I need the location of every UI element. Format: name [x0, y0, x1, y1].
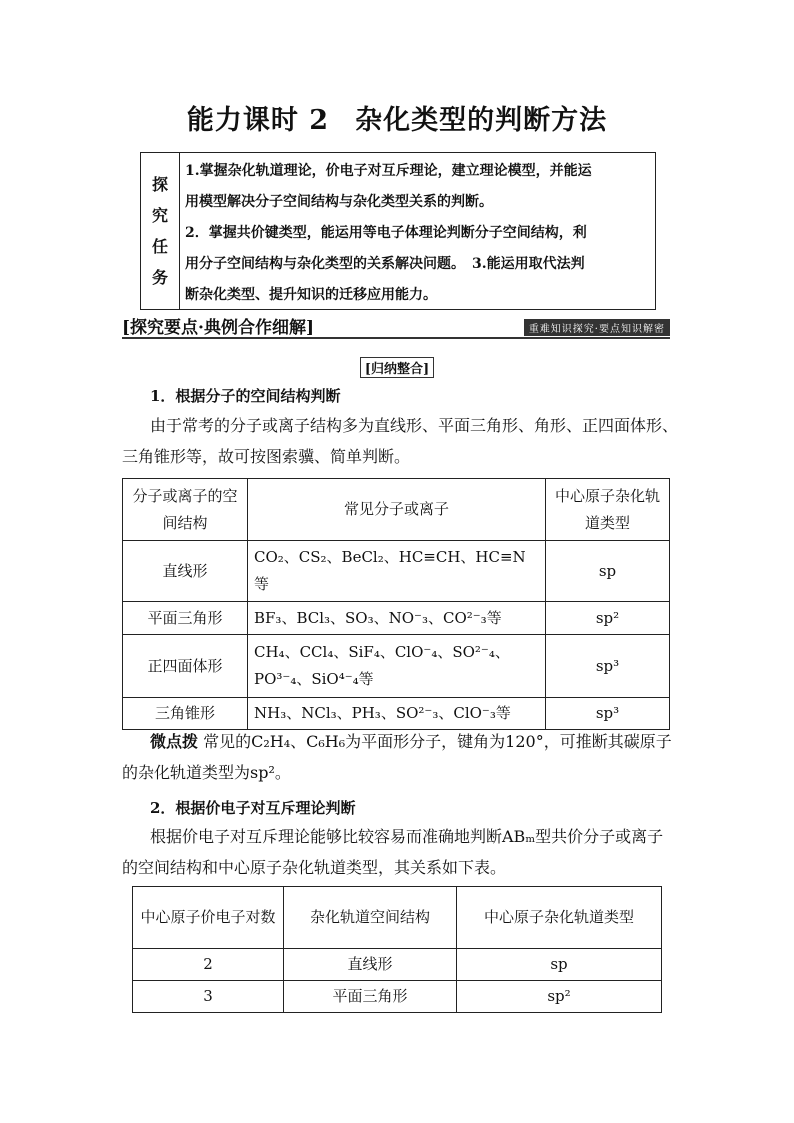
- summary-tag-label: [归纳整合]: [360, 357, 434, 378]
- task-line: 1.掌握杂化轨道理论，价电子对互斥理论，建立理论模型，并能运: [185, 163, 592, 179]
- table-row: [123, 635, 670, 698]
- task-line: 用分子空间结构与杂化类型的关系解决问题。 3.能运用取代法判: [185, 256, 585, 272]
- tip-note: [150, 727, 672, 757]
- task-box-text: [185, 156, 651, 311]
- cell-shape: 三角锥形: [123, 698, 248, 730]
- cell-hybrid: sp³: [546, 698, 670, 730]
- table-header: 分子或离子的空间结构: [123, 479, 248, 541]
- page-title: [0, 98, 794, 137]
- cell-hybrid: sp: [546, 541, 670, 602]
- cell-hybrid: sp³: [546, 635, 670, 698]
- part2-heading: 2．根据价电子对互斥理论判断: [150, 799, 356, 817]
- task-label-char: 究: [151, 206, 168, 225]
- cell-shape: 平面三角形: [284, 981, 457, 1013]
- task-label-char: 务: [151, 268, 168, 287]
- section-title: [探究要点·典例合作细解]: [122, 318, 315, 338]
- part1-para-line: 三角锥形等，故可按图索骥、简单判断。: [122, 447, 411, 466]
- table-row: [123, 602, 670, 635]
- cell-examples: CO₂、CS₂、BeCl₂、HC≡CH、HC≡N等: [248, 541, 546, 602]
- summary-tag: [0, 357, 794, 378]
- task-box-label: [141, 153, 180, 309]
- tip-text-line2: 的杂化轨道类型为sp²。: [122, 763, 291, 782]
- table-row: [133, 949, 662, 981]
- table-header: 常见分子或离子: [248, 479, 546, 541]
- table-header: 中心原子价电子对数: [133, 887, 284, 949]
- cell-shape: 正四面体形: [123, 635, 248, 698]
- cell-hybrid: sp²: [546, 602, 670, 635]
- cell-examples: BF₃、BCl₃、SO₃、NO⁻₃、CO²⁻₃等: [248, 602, 546, 635]
- cell-shape: 直线形: [123, 541, 248, 602]
- cell-examples: NH₃、NCl₃、PH₃、SO²⁻₃、ClO⁻₃等: [248, 698, 546, 730]
- table-shape-hybrid: [122, 478, 670, 730]
- cell-hybrid: sp²: [457, 981, 662, 1013]
- section-subtitle-badge: 重难知识探究·要点知识解密: [524, 319, 670, 336]
- part2-para-line: 根据价电子对互斥理论能够比较容易而准确地判断ABₘ型共价分子或离子: [150, 827, 664, 846]
- task-line: 用模型解决分子空间结构与杂化类型关系的判断。: [185, 194, 493, 210]
- cell-examples: CH₄、CCl₄、SiF₄、ClO⁻₄、SO²⁻₄、PO³⁻₄、SiO⁴⁻₄等: [248, 635, 546, 698]
- task-line: 断杂化类型、提升知识的迁移应用能力。: [185, 287, 437, 303]
- title-main: 杂化类型的判断方法: [355, 105, 608, 136]
- table-header: 中心原子杂化轨道类型: [546, 479, 670, 541]
- title-prefix: 能力课时 2: [186, 105, 330, 136]
- task-label-char: 探: [151, 175, 168, 194]
- table-row: [133, 981, 662, 1013]
- tip-text: 常见的C₂H₄、C₆H₆为平面形分子，键角为120°，可推断其碳原子: [203, 732, 672, 751]
- task-box: [140, 152, 656, 310]
- cell-count: 2: [133, 949, 284, 981]
- task-label-char: 任: [151, 237, 168, 256]
- tip-label: 微点拨: [150, 732, 199, 751]
- table-header: 杂化轨道空间结构: [284, 887, 457, 949]
- part1-para-line: 由于常考的分子或离子结构多为直线形、平面三角形、角形、正四面体形、: [150, 416, 679, 435]
- part1-heading: 1．根据分子的空间结构判断: [150, 387, 341, 405]
- table-pair-count-hybrid: [132, 886, 662, 1013]
- part2-para-line: 的空间结构和中心原子杂化轨道类型，其关系如下表。: [122, 858, 507, 877]
- cell-count: 3: [133, 981, 284, 1013]
- section-header: [122, 313, 670, 339]
- table-row: [123, 698, 670, 730]
- table-header: 中心原子杂化轨道类型: [457, 887, 662, 949]
- cell-hybrid: sp: [457, 949, 662, 981]
- table-row: [123, 541, 670, 602]
- task-line: 2．掌握共价键类型，能运用等电子体理论判断分子空间结构，利: [185, 225, 587, 241]
- cell-shape: 直线形: [284, 949, 457, 981]
- cell-shape: 平面三角形: [123, 602, 248, 635]
